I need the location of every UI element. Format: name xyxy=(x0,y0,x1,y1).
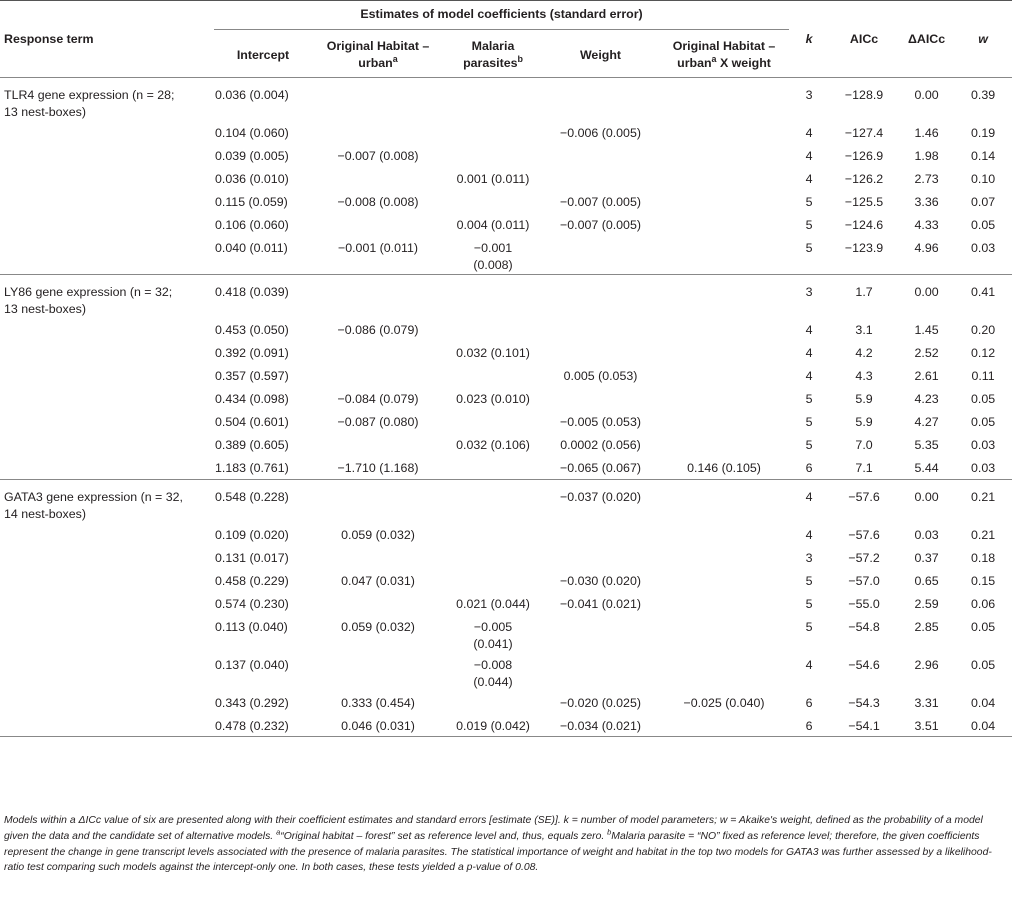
response-term-cell xyxy=(0,213,214,236)
response-term-cell xyxy=(0,523,214,546)
cell-habitat: −1.710 (1.168) xyxy=(337,461,419,475)
cell-k: 4 xyxy=(805,323,813,337)
cell-malaria: 0.032 (0.101) xyxy=(456,346,530,360)
response-term-cell xyxy=(0,615,214,653)
table-row xyxy=(0,318,1012,341)
cell-daicc: 3.36 xyxy=(914,195,939,209)
column-header-habitat xyxy=(312,33,444,78)
table-row xyxy=(0,653,1012,691)
cell-weight: −0.037 (0.020) xyxy=(542,479,659,523)
cell-intercept: 0.357 (0.597) xyxy=(215,369,289,383)
response-term-cell xyxy=(0,433,214,456)
cell-malaria: 0.019 (0.042) xyxy=(444,714,542,737)
cell-malaria: −0.001 (0.008) xyxy=(473,241,513,272)
table-row xyxy=(0,364,1012,387)
cell-daicc: 3.51 xyxy=(899,714,954,737)
cell-weight: 0.005 (0.053) xyxy=(563,369,638,383)
cell-w: 0.06 xyxy=(970,596,996,611)
cell-k: 5 xyxy=(805,438,813,452)
cell-malaria: 0.023 (0.010) xyxy=(456,392,530,406)
cell-aicc: −123.9 xyxy=(844,241,884,255)
cell-aicc: −126.2 xyxy=(844,172,884,186)
response-term-line2: 14 nest-boxes) xyxy=(4,506,86,521)
cell-w: 0.10 xyxy=(970,172,996,186)
response-term-cell xyxy=(0,410,214,433)
cell-k: 4 xyxy=(789,479,829,523)
cell-interaction xyxy=(659,592,789,615)
response-term-cell xyxy=(0,592,214,615)
table-row xyxy=(0,714,1012,737)
response-term-cell xyxy=(0,167,214,190)
response-term-cell xyxy=(0,691,214,714)
table-row xyxy=(0,410,1012,433)
cell-aicc: −57.0 xyxy=(848,573,880,588)
cell-aicc: 5.9 xyxy=(855,415,873,429)
cell-intercept: 0.040 (0.011) xyxy=(215,241,288,255)
cell-aicc: −54.6 xyxy=(848,657,880,672)
cell-weight: −0.020 (0.025) xyxy=(560,695,641,710)
cell-interaction xyxy=(659,213,789,236)
cell-w: 0.03 xyxy=(970,241,996,255)
cell-intercept: 0.036 (0.010) xyxy=(215,172,289,186)
cell-aicc: −124.6 xyxy=(844,218,884,232)
cell-intercept: 0.548 (0.228) xyxy=(214,479,312,523)
cell-habitat: −0.084 (0.079) xyxy=(337,392,419,406)
cell-aicc: −54.8 xyxy=(848,619,880,634)
response-term-cell xyxy=(0,121,214,144)
column-header-response: Response term xyxy=(0,1,214,78)
cell-daicc: 0.00 xyxy=(914,88,939,102)
response-term-cell xyxy=(0,546,214,569)
cell-weight: −0.007 (0.005) xyxy=(560,195,641,209)
cell-malaria xyxy=(444,318,542,341)
table-row xyxy=(0,275,1012,319)
cell-malaria xyxy=(444,121,542,144)
column-header-w: w xyxy=(954,1,1012,78)
cell-intercept: 0.392 (0.091) xyxy=(215,346,289,360)
cell-habitat xyxy=(312,546,444,569)
response-term-cell xyxy=(0,341,214,364)
cell-daicc: 0.65 xyxy=(914,573,939,588)
table-row xyxy=(0,433,1012,456)
table-row xyxy=(0,236,1012,275)
cell-habitat xyxy=(312,653,444,691)
cell-k: 4 xyxy=(805,149,813,163)
cell-habitat xyxy=(312,433,444,456)
cell-interaction xyxy=(659,387,789,410)
cell-habitat: −0.001 (0.011) xyxy=(337,241,419,255)
cell-k: 6 xyxy=(805,695,813,710)
cell-intercept: 0.036 (0.004) xyxy=(215,88,289,102)
cell-aicc: 3.1 xyxy=(855,323,873,337)
table-row xyxy=(0,78,1012,122)
cell-aicc: −54.1 xyxy=(829,714,899,737)
cell-intercept: 0.453 (0.050) xyxy=(215,323,289,337)
cell-w: 0.15 xyxy=(970,573,996,588)
cell-daicc: 2.52 xyxy=(914,346,939,360)
cell-aicc: −57.2 xyxy=(848,550,880,565)
cell-k: 3 xyxy=(805,550,813,565)
cell-interaction xyxy=(659,341,789,364)
cell-aicc: −57.6 xyxy=(829,479,899,523)
cell-intercept: 0.418 (0.039) xyxy=(214,275,312,319)
cell-weight: −0.005 (0.053) xyxy=(560,415,641,429)
cell-malaria xyxy=(444,364,542,387)
cell-w: 0.39 xyxy=(970,88,996,102)
cell-k: 3 xyxy=(805,88,813,102)
column-header-malaria: Malaria parasites$^b$ xyxy=(444,33,542,78)
response-term-cell xyxy=(0,78,214,122)
table-row xyxy=(0,387,1012,410)
table-header xyxy=(0,1,1012,78)
cell-w: 0.12 xyxy=(970,346,996,360)
cell-malaria: 0.032 (0.106) xyxy=(456,438,530,452)
cell-w: 0.07 xyxy=(970,195,996,209)
cell-w: 0.11 xyxy=(971,369,995,383)
cell-interaction xyxy=(659,236,789,275)
cell-habitat xyxy=(312,592,444,615)
cell-interaction: −0.025 (0.040) xyxy=(683,695,765,710)
cell-aicc: 7.0 xyxy=(855,438,873,452)
cell-weight xyxy=(542,523,659,546)
cell-w: 0.41 xyxy=(954,275,1012,319)
cell-malaria xyxy=(444,144,542,167)
cell-malaria xyxy=(444,456,542,479)
cell-k: 5 xyxy=(805,415,813,429)
cell-k: 5 xyxy=(805,392,813,406)
cell-w: 0.03 xyxy=(970,461,996,475)
cell-malaria: 0.001 (0.011) xyxy=(456,172,530,186)
response-term-cell xyxy=(0,653,214,691)
cell-k: 4 xyxy=(805,172,813,186)
response-term-cell xyxy=(0,479,214,523)
table-row xyxy=(0,190,1012,213)
cell-interaction xyxy=(659,190,789,213)
cell-weight: 0.0002 (0.056) xyxy=(560,438,641,452)
cell-interaction xyxy=(659,318,789,341)
cell-habitat xyxy=(312,167,444,190)
cell-w: 0.05 xyxy=(970,657,996,672)
cell-daicc: 2.96 xyxy=(914,657,939,672)
cell-weight xyxy=(542,275,659,319)
cell-weight: −0.006 (0.005) xyxy=(560,126,641,140)
cell-intercept: 0.106 (0.060) xyxy=(215,218,289,232)
cell-intercept: 0.137 (0.040) xyxy=(215,657,289,672)
cell-k: 4 xyxy=(805,657,813,672)
cell-intercept: 1.183 (0.761) xyxy=(215,461,289,475)
cell-w: 0.20 xyxy=(970,323,996,337)
table-footnote: Models within a ΔICc value of six are presented along with their coefficient estimates and standard errors [estimate (SE)]. k = number of model parameters; w = Akaike's weight, defined as the probability of a model given the data and the candidate set of alternative models. $^a$“Original habitat – forest” set as reference level and, thus, equals zero. $^b$Malaria parasite = “NO” fixed as reference level; therefore, the given coefficients represent the change in gene transcript levels associated with the presence of malaria parasites. The statistical importance of weight and habitat in the top two models for GATA3 was further assessed by a likelihood-ratio test comparing such models against the intercept-only one. In both cases, these tests yielded a p-value of 0.08. xyxy=(4,815,992,874)
cell-daicc: 2.85 xyxy=(914,619,939,634)
cell-weight: −0.034 (0.021) xyxy=(542,714,659,737)
cell-aicc: −128.9 xyxy=(844,88,884,102)
cell-w: 0.14 xyxy=(970,149,996,163)
table-row xyxy=(0,523,1012,546)
cell-w: 0.05 xyxy=(970,392,996,406)
cell-weight xyxy=(542,653,659,691)
cell-w: 0.21 xyxy=(954,479,1012,523)
response-term-cell xyxy=(0,456,214,479)
cell-weight xyxy=(542,318,659,341)
cell-k: 4 xyxy=(805,369,813,383)
cell-interaction xyxy=(659,144,789,167)
cell-k: 5 xyxy=(805,218,813,232)
cell-habitat xyxy=(312,341,444,364)
table-row xyxy=(0,569,1012,592)
cell-k: 4 xyxy=(805,527,813,542)
cell-interaction xyxy=(659,569,789,592)
response-term-cell xyxy=(0,714,214,737)
cell-malaria xyxy=(444,78,542,122)
cell-habitat: 0.333 (0.454) xyxy=(341,695,415,710)
cell-daicc: 1.46 xyxy=(914,126,939,140)
cell-malaria: 0.021 (0.044) xyxy=(456,596,530,611)
cell-w: 0.05 xyxy=(970,415,996,429)
cell-weight xyxy=(542,546,659,569)
cell-daicc: 2.73 xyxy=(914,172,939,186)
cell-aicc: −127.4 xyxy=(844,126,884,140)
cell-w: 0.04 xyxy=(970,695,996,710)
cell-daicc: 4.23 xyxy=(914,392,939,406)
table-body xyxy=(0,78,1012,737)
cell-weight xyxy=(542,387,659,410)
cell-w: 0.05 xyxy=(970,218,996,232)
response-term-cell xyxy=(0,236,214,275)
cell-k: 5 xyxy=(805,619,813,634)
cell-daicc: 0.37 xyxy=(914,550,939,565)
response-term-line1: TLR4 gene expression (n = 28; xyxy=(4,88,175,102)
habitat-header-text: Original Habitat – urban$^a$ xyxy=(326,38,430,70)
table-row xyxy=(0,144,1012,167)
cell-weight xyxy=(542,144,659,167)
response-term-line2: 13 nest-boxes) xyxy=(4,302,86,316)
cell-aicc: −54.3 xyxy=(848,695,880,710)
table-row xyxy=(0,213,1012,236)
table-row xyxy=(0,456,1012,479)
cell-interaction xyxy=(659,523,789,546)
cell-habitat xyxy=(312,121,444,144)
cell-habitat: −0.087 (0.080) xyxy=(337,415,419,429)
column-header-aicc: AICc xyxy=(829,1,899,78)
cell-w: 0.04 xyxy=(954,714,1012,737)
response-term-line2: 13 nest-boxes) xyxy=(4,105,86,119)
cell-interaction xyxy=(659,546,789,569)
cell-habitat: 0.059 (0.032) xyxy=(341,619,415,634)
cell-daicc: 2.61 xyxy=(914,369,939,383)
cell-intercept: 0.478 (0.232) xyxy=(214,714,312,737)
cell-daicc: 1.45 xyxy=(914,323,939,337)
cell-intercept: 0.104 (0.060) xyxy=(215,126,289,140)
cell-w: 0.21 xyxy=(970,527,996,542)
cell-habitat: −0.007 (0.008) xyxy=(337,149,419,163)
cell-interaction xyxy=(659,275,789,319)
cell-habitat xyxy=(312,213,444,236)
cell-interaction xyxy=(659,615,789,653)
cell-weight: −0.041 (0.021) xyxy=(560,596,641,611)
cell-habitat xyxy=(312,364,444,387)
cell-malaria: −0.005 (0.041) xyxy=(473,619,513,651)
cell-habitat: 0.046 (0.031) xyxy=(312,714,444,737)
table-row xyxy=(0,479,1012,523)
cell-weight xyxy=(542,78,659,122)
response-term-cell xyxy=(0,144,214,167)
cell-daicc: 5.44 xyxy=(914,461,939,475)
response-term-cell xyxy=(0,190,214,213)
cell-interaction xyxy=(659,410,789,433)
cell-habitat: −0.086 (0.079) xyxy=(337,323,419,337)
response-term-line1: LY86 gene expression (n = 32; xyxy=(4,285,173,299)
cell-k: 3 xyxy=(789,275,829,319)
response-term-cell xyxy=(0,364,214,387)
cell-habitat: 0.047 (0.031) xyxy=(341,573,415,588)
cell-weight xyxy=(542,167,659,190)
cell-daicc: 3.31 xyxy=(914,695,939,710)
cell-aicc: −126.9 xyxy=(844,149,884,163)
cell-k: 4 xyxy=(805,346,813,360)
cell-k: 6 xyxy=(805,461,813,475)
cell-w: 0.05 xyxy=(970,619,996,634)
cell-aicc: −57.6 xyxy=(848,527,880,542)
cell-weight: −0.065 (0.067) xyxy=(560,461,641,475)
cell-malaria xyxy=(444,569,542,592)
cell-k: 5 xyxy=(805,596,813,611)
cell-k: 5 xyxy=(805,573,813,588)
cell-interaction xyxy=(659,479,789,523)
cell-intercept: 0.434 (0.098) xyxy=(215,392,289,406)
column-header-interaction: Original Habitat – urban$^a$ X weight xyxy=(659,33,789,78)
cell-malaria xyxy=(444,479,542,523)
table-row xyxy=(0,615,1012,653)
column-header-daicc: ΔAICc xyxy=(899,1,954,78)
cell-intercept: 0.504 (0.601) xyxy=(215,415,289,429)
column-header-intercept: Intercept xyxy=(214,33,312,78)
cell-interaction xyxy=(659,714,789,737)
cell-intercept: 0.039 (0.005) xyxy=(215,149,289,163)
response-term-line1: GATA3 gene expression (n = 32, xyxy=(4,489,183,504)
cell-malaria: 0.004 (0.011) xyxy=(456,218,530,232)
cell-daicc: 1.98 xyxy=(914,149,939,163)
cell-habitat xyxy=(312,78,444,122)
cell-weight xyxy=(542,615,659,653)
cell-interaction xyxy=(659,121,789,144)
cell-habitat xyxy=(312,479,444,523)
cell-daicc: 0.03 xyxy=(914,527,939,542)
cell-intercept: 0.115 (0.059) xyxy=(215,195,288,209)
cell-w: 0.19 xyxy=(970,126,996,140)
column-header-k: k xyxy=(789,1,829,78)
table-row xyxy=(0,121,1012,144)
cell-malaria xyxy=(444,275,542,319)
cell-malaria xyxy=(444,523,542,546)
cell-aicc: −125.5 xyxy=(844,195,884,209)
cell-daicc: 4.33 xyxy=(914,218,939,232)
cell-aicc: 1.7 xyxy=(829,275,899,319)
group-header: Estimates of model coefficients (standard error) xyxy=(214,1,789,33)
cell-aicc: 7.1 xyxy=(855,461,873,475)
cell-malaria xyxy=(444,190,542,213)
response-term-cell xyxy=(0,318,214,341)
cell-w: 0.03 xyxy=(970,438,996,452)
cell-interaction xyxy=(659,167,789,190)
table-row xyxy=(0,341,1012,364)
cell-weight xyxy=(542,341,659,364)
cell-daicc: 0.00 xyxy=(899,275,954,319)
response-term-cell xyxy=(0,387,214,410)
cell-aicc: 5.9 xyxy=(855,392,873,406)
table-row xyxy=(0,167,1012,190)
response-term-cell xyxy=(0,569,214,592)
cell-malaria xyxy=(444,546,542,569)
cell-aicc: 4.3 xyxy=(855,369,873,383)
response-term-cell xyxy=(0,275,214,319)
cell-malaria: −0.008 (0.044) xyxy=(473,657,513,689)
cell-malaria xyxy=(444,691,542,714)
cell-daicc: 4.96 xyxy=(914,241,939,255)
table-row xyxy=(0,691,1012,714)
cell-interaction xyxy=(659,433,789,456)
cell-interaction xyxy=(659,364,789,387)
cell-intercept: 0.458 (0.229) xyxy=(215,573,289,588)
table-row xyxy=(0,546,1012,569)
cell-intercept: 0.389 (0.605) xyxy=(215,438,289,452)
cell-intercept: 0.343 (0.292) xyxy=(215,695,289,710)
table-row xyxy=(0,592,1012,615)
cell-habitat: −0.008 (0.008) xyxy=(337,195,419,209)
cell-interaction xyxy=(659,78,789,122)
cell-intercept: 0.574 (0.230) xyxy=(215,596,289,611)
cell-weight: −0.030 (0.020) xyxy=(560,573,641,588)
cell-intercept: 0.131 (0.017) xyxy=(215,550,289,565)
cell-daicc: 2.59 xyxy=(914,596,939,611)
cell-habitat xyxy=(312,275,444,319)
cell-k: 5 xyxy=(805,241,813,255)
cell-weight: −0.007 (0.005) xyxy=(560,218,641,232)
cell-daicc: 0.00 xyxy=(899,479,954,523)
cell-daicc: 4.27 xyxy=(914,415,939,429)
cell-intercept: 0.113 (0.040) xyxy=(215,619,288,634)
cell-interaction xyxy=(659,653,789,691)
cell-k: 4 xyxy=(805,126,813,140)
cell-daicc: 5.35 xyxy=(914,438,939,452)
cell-intercept: 0.109 (0.020) xyxy=(215,527,289,542)
cell-k: 5 xyxy=(805,195,813,209)
cell-aicc: −55.0 xyxy=(848,596,880,611)
cell-w: 0.18 xyxy=(970,550,996,565)
column-header-weight: Weight xyxy=(542,33,659,78)
cell-k: 6 xyxy=(789,714,829,737)
cell-weight xyxy=(542,236,659,275)
cell-habitat: 0.059 (0.032) xyxy=(341,527,415,542)
cell-interaction: 0.146 (0.105) xyxy=(687,461,761,475)
cell-aicc: 4.2 xyxy=(855,346,873,360)
cell-malaria xyxy=(444,410,542,433)
